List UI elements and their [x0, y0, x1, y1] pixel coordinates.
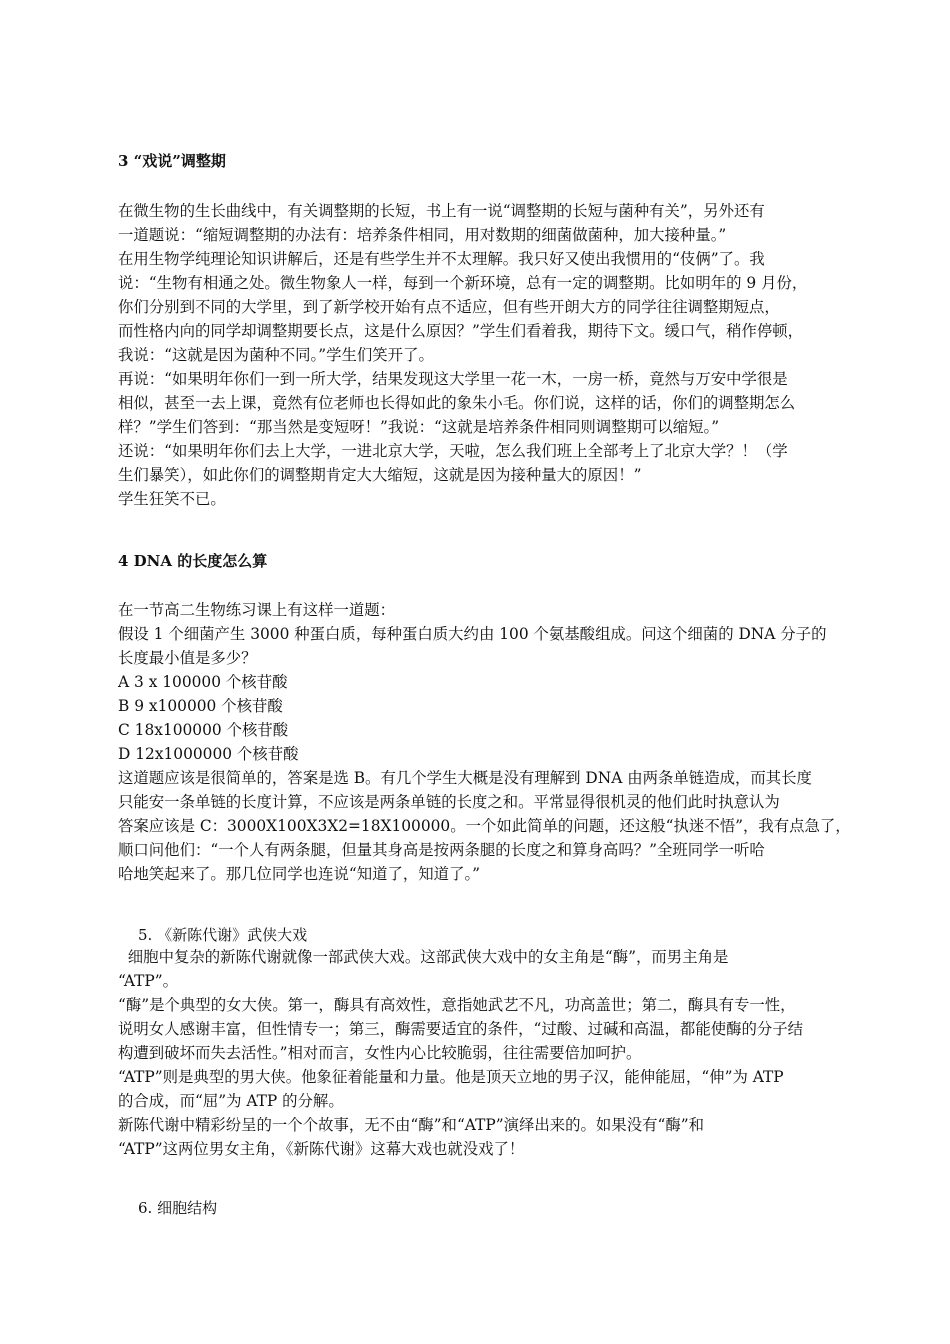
paragraph-line: 构遭到破坏而失去活性。”相对而言，女性内心比较脆弱，往往需要倍加呵护。 [118, 1044, 642, 1062]
paragraph-line: 而性格内向的同学却调整期要长点，这是什么原因？”学生们看着我，期待下文。缓口气，稍作停顿， [118, 322, 804, 340]
paragraph-line: 这道题应该是很简单的，答案是选 B。有几个学生大概是没有理解到 DNA 由两条单链造成，而其长度 [118, 769, 812, 787]
paragraph-line: 样？”学生们答到：“那当然是变短呀！”我说：“这就是培养条件相同则调整期可以缩短。” [118, 418, 720, 436]
option-line: D 12x1000000 个核苷酸 [118, 745, 299, 763]
option-line: C 18x100000 个核苷酸 [118, 721, 289, 739]
paragraph-line: 相似，甚至一去上课，竟然有位老师也长得如此的象朱小毛。你们说，这样的话，你们的调整期怎么 [118, 394, 796, 412]
paragraph-line: 的合成，而“屈”为 ATP 的分解。 [118, 1092, 344, 1110]
paragraph-line: 只能安一条单链的长度计算，不应该是两条单链的长度之和。平常显得很机灵的他们此时执意认为 [118, 793, 780, 811]
paragraph-line: 一道题说：“缩短调整期的办法有：培养条件相同，用对数期的细菌做菌种，加大接种量。” [118, 226, 727, 244]
section-4-heading: 4 DNA 的长度怎么算 [118, 552, 268, 570]
paragraph-line: 你们分别到不同的大学里，到了新学校开始有点不适应，但有些开朗大方的同学往往调整期短点， [118, 298, 780, 316]
paragraph-line: “酶”是个典型的女大侠。第一，酶具有高效性，意指她武艺不凡，功高盖世；第二，酶具有专一性， [118, 996, 796, 1014]
section-3-heading: 3 “戏说”调整期 [118, 152, 226, 170]
paragraph-line: 长度最小值是多少？ [118, 649, 257, 667]
paragraph-line: 在一节高二生物练习课上有这样一道题： [118, 601, 396, 619]
paragraph-line: 在微生物的生长曲线中，有关调整期的长短，书上有一说“调整期的长短与菌种有关”，另外还有 [118, 202, 765, 220]
section-6-heading: 6. 细胞结构 [138, 1199, 218, 1217]
paragraph-line: 新陈代谢中精彩纷呈的一个个故事，无不由“酶”和“ATP”演绎出来的。如果没有“酶”和 [118, 1116, 704, 1134]
paragraph-line: 还说：“如果明年你们去上大学，一进北京大学，天啦，怎么我们班上全部考上了北京大学？！（学 [118, 442, 788, 460]
paragraph-line: 答案应该是 C：3000X100X3X2=18X100000。一个如此简单的问题，还这般“执迷不悟”，我有点急了， [118, 817, 851, 835]
paragraph-line: 假设 1 个细菌产生 3000 种蛋白质，每种蛋白质大约由 100 个氨基酸组成。问这个细菌的 DNA 分子的 [118, 625, 827, 643]
section-3-body [118, 199, 848, 511]
paragraph-line: 细胞中复杂的新陈代谢就像一部武侠大戏。这部武侠大戏中的女主角是“酶”，而男主角是 [118, 948, 729, 966]
paragraph-line: 哈地笑起来了。那几位同学也连说“知道了，知道了。” [118, 865, 481, 883]
paragraph-line: “ATP”这两位男女主角，《新陈代谢》这幕大戏也就没戏了！ [118, 1140, 525, 1158]
paragraph-line: “ATP”。 [118, 972, 179, 990]
section-5-heading: 5. 《新陈代谢》武侠大戏 [138, 926, 308, 944]
paragraph-line: 说：“生物有相通之处。微生物象人一样，每到一个新环境，总有一定的调整期。比如明年的 9 月份， [118, 274, 808, 292]
paragraph-line: 学生狂笑不已。 [118, 490, 226, 508]
paragraph-line: 再说：“如果明年你们一到一所大学，结果发现这大学里一花一木，一房一桥，竟然与万安中学很是 [118, 370, 788, 388]
option-line: A 3 x 100000 个核苷酸 [118, 673, 288, 691]
paragraph-line: 顺口问他们：“一个人有两条腿，但量其身高是按两条腿的长度之和算身高吗？”全班同学一听哈 [118, 841, 765, 859]
paragraph-line: 在用生物学纯理论知识讲解后，还是有些学生并不太理解。我只好又使出我惯用的“伎俩”了。我 [118, 250, 765, 268]
section-4-body [118, 598, 851, 886]
paragraph-line: 我说：“这就是因为菌种不同。”学生们笑开了。 [118, 346, 434, 364]
paragraph-line: “ATP”则是典型的男大侠。他象征着能量和力量。他是顶天立地的男子汉，能伸能屈，“伸”为 ATP [118, 1068, 784, 1086]
paragraph-line: 生们暴笑），如此你们的调整期肯定大大缩短，这就是因为接种量大的原因！” [118, 466, 642, 484]
paragraph-line: 说明女人感谢丰富，但性情专一；第三，酶需要适宜的条件，“过酸、过碱和高温，都能使酶的分子结 [118, 1020, 804, 1038]
section-5-body [118, 945, 848, 1161]
option-line: B 9 x100000 个核苷酸 [118, 697, 283, 715]
